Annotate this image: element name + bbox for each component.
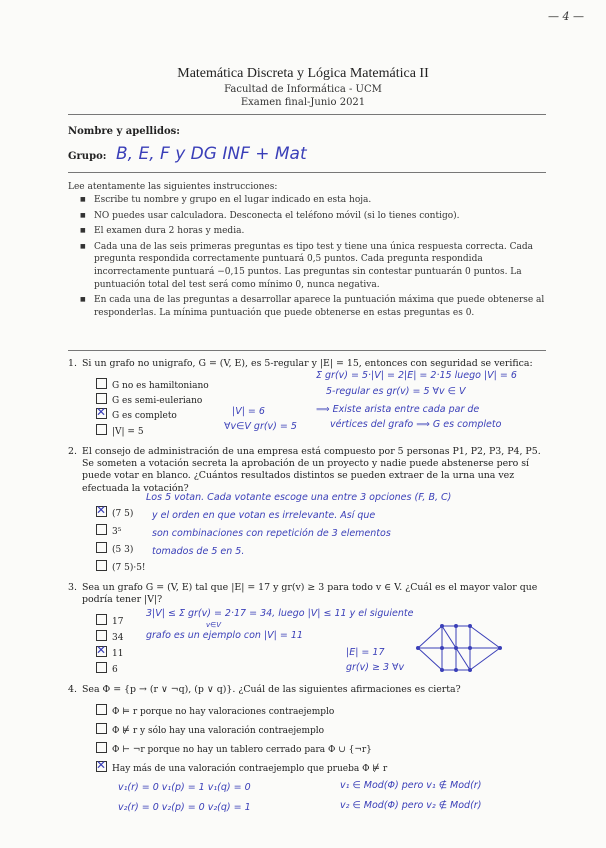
question-4 <box>68 684 542 696</box>
q3-option-a[interactable]: 17 <box>96 614 123 627</box>
question-text: Sea un grafo G = (V, E) tal que |E| = 17 y gr(v) ≥ 3 para todo v ∈ V. ¿Cuál es el mayor valor que podría tener |V|? <box>82 582 538 606</box>
header-divider <box>68 114 546 115</box>
checkbox[interactable] <box>96 424 107 435</box>
checkbox-checked[interactable] <box>96 506 107 517</box>
q1-note: 5-regular es gr(v) = 5 ∀v ∈ V <box>326 386 466 397</box>
faculty-line: Facultad de Informática - UCM <box>224 84 382 95</box>
question-number: 1. <box>68 358 77 369</box>
checkbox[interactable] <box>96 614 107 625</box>
q2-option-c[interactable]: (5 3) <box>96 542 133 555</box>
q2-note: y el orden en que votan es irrelevante. Así que <box>152 510 376 521</box>
q3-note: grafo es un ejemplo con |V| = 11 <box>146 630 303 641</box>
checkbox[interactable] <box>96 723 107 734</box>
form-divider <box>68 172 546 173</box>
question-number: 2. <box>68 446 77 457</box>
instructions-list <box>80 194 550 322</box>
question-2 <box>68 446 542 495</box>
q4-note: v₁(r) = 0 v₁(p) = 1 v₁(q) = 0 <box>118 782 251 793</box>
group-value-handwritten: B, E, F y DG INF + Mat <box>116 144 307 164</box>
q3-note: gr(v) ≥ 3 ∀v <box>346 662 405 673</box>
q1-option-c[interactable]: ✕G es completo <box>96 408 177 421</box>
page-number: — 4 — <box>548 10 584 23</box>
checkbox[interactable] <box>96 704 107 715</box>
checkbox-checked[interactable] <box>96 646 107 657</box>
checkbox[interactable] <box>96 378 107 389</box>
question-text: Si un grafo no unigrafo, G = (V, E), es 5-regular y |E| = 15, entonces con seguridad se verifica: <box>82 358 533 369</box>
q4-option-c[interactable]: Φ ⊢ ¬r porque no hay un tablero cerrado para Φ ∪ {¬r} <box>96 742 372 755</box>
q4-note: v₂(r) = 0 v₂(p) = 0 v₂(q) = 1 <box>118 802 251 813</box>
question-number: 4. <box>68 684 77 695</box>
q3-note: |E| = 17 <box>346 647 385 658</box>
instructions-intro: Lee atentamente las siguientes instrucciones: <box>68 182 278 192</box>
instruction-item: ■ NO puedes usar calculadora. Desconecta el teléfono móvil (si lo tienes contigo). <box>80 210 550 223</box>
q4-note: v₂ ∈ Mod(Φ) pero v₂ ∉ Mod(r) <box>340 800 482 811</box>
q1-note: vértices del grafo ⟹ G es completo <box>330 419 502 430</box>
instruction-item: ■ En cada una de las preguntas a desarrollar aparece la puntuación máxima que puede obtenerse al responderlas. La mínima puntuación que puede obtenerse en estas preguntas es 0. <box>80 294 550 319</box>
checkbox[interactable] <box>96 742 107 753</box>
checkbox[interactable] <box>96 393 107 404</box>
name-label: Nombre y apellidos: <box>68 126 181 137</box>
group-label: Grupo: <box>68 151 107 162</box>
question-number: 3. <box>68 582 77 593</box>
q2-option-a[interactable]: ✕(7 5) <box>96 506 133 519</box>
q4-option-d[interactable]: ✕Hay más de una valoración contraejemplo que prueba Φ ⊭ r <box>96 761 387 774</box>
instruction-item: ■ Escribe tu nombre y grupo en el lugar indicado en esta hoja. <box>80 194 550 207</box>
q2-note: tomados de 5 en 5. <box>152 546 245 557</box>
q2-note: son combinaciones con repetición de 3 elementos <box>152 528 391 539</box>
question-3 <box>68 582 542 606</box>
checkbox[interactable] <box>96 524 107 535</box>
checkbox-checked[interactable] <box>96 408 107 419</box>
instruction-item: ■ Cada una de las seis primeras preguntas es tipo test y tiene una única respuesta correcta. Cada pregunta respondida correctamente puntuará 0,5 puntos. Cada pregunta respondida incorrectamente puntuará −0,15 puntos. Las preguntas sin contestar puntuarán 0 puntos. La puntuación total del test será como mínimo 0, nunca negativa. <box>80 241 550 291</box>
exam-title: Matemática Discreta y Lógica Matemática II <box>177 66 429 81</box>
q2-option-d[interactable]: (7 5)·5! <box>96 560 146 573</box>
q2-note: Los 5 votan. Cada votante escoge una entre 3 opciones (F, B, C) <box>146 492 452 503</box>
q4-option-b[interactable]: Φ ⊭ r y sólo hay una valoración contraejemplo <box>96 723 324 736</box>
example-graph-sketch <box>412 618 508 680</box>
instruction-item: ■ El examen dura 2 horas y media. <box>80 225 550 238</box>
q3-option-b[interactable]: 34 <box>96 630 123 643</box>
q3-option-d[interactable]: 6 <box>96 662 118 675</box>
question-text: Sea Φ = {p → (r ∨ ¬q), (p ∨ q)}. ¿Cuál de las siguientes afirmaciones es cierta? <box>82 684 461 695</box>
q3-option-c[interactable]: ✕11 <box>96 646 123 659</box>
q1-note: ⟹ Existe arista entre cada par de <box>316 404 480 415</box>
checkbox[interactable] <box>96 560 107 571</box>
question-1 <box>68 358 542 370</box>
q4-option-a[interactable]: Φ ⊨ r porque no hay valoraciones contraejemplo <box>96 704 334 717</box>
q2-option-b[interactable]: 3⁵ <box>96 524 121 537</box>
instructions-divider <box>68 350 546 351</box>
q1-option-b[interactable]: G es semi-euleriano <box>96 393 202 406</box>
q1-option-d[interactable]: |V| = 5 <box>96 424 144 437</box>
q3-note: v∈V <box>206 621 222 629</box>
q4-note: v₁ ∈ Mod(Φ) pero v₁ ∉ Mod(r) <box>340 780 482 791</box>
q1-note: ∀v∈V gr(v) = 5 <box>224 421 297 432</box>
q1-note: Σ gr(v) = 5·|V| = 2|E| = 2·15 luego |V| = 6 <box>316 370 517 381</box>
checkbox[interactable] <box>96 630 107 641</box>
q1-option-a[interactable]: G no es hamiltoniano <box>96 378 209 391</box>
checkbox-checked[interactable] <box>96 761 107 772</box>
q1-note: |V| = 6 <box>232 406 265 417</box>
question-text: El consejo de administración de una empresa está compuesto por 5 personas P1, P2, P3, P4, P5. Se someten a votación secreta la aprobación de un proyecto y nadie puede abstenerse pero sí puede votar en blanco. ¿Cuántos resultados distintos se pueden extraer de la urna una vez efectuada la votación? <box>82 446 541 494</box>
q3-note: 3|V| ≤ Σ gr(v) = 2·17 = 34, luego |V| ≤ 11 y el siguiente <box>146 608 414 619</box>
checkbox[interactable] <box>96 542 107 553</box>
exam-line: Examen final-Junio 2021 <box>240 97 366 108</box>
checkbox[interactable] <box>96 662 107 673</box>
